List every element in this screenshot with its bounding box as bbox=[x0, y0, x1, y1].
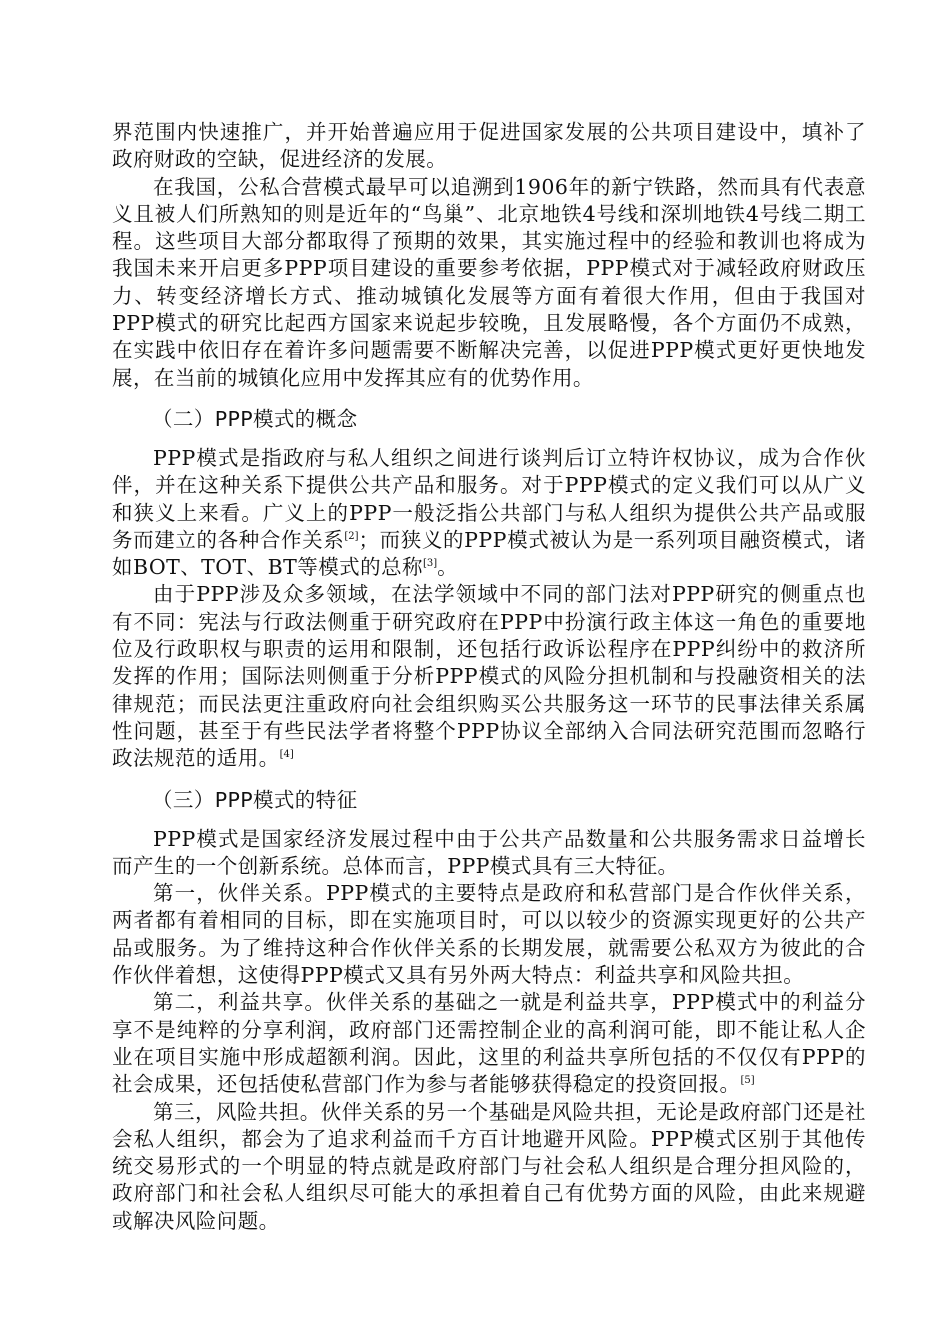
paragraph-features-intro: PPP模式是国家经济发展过程中由于公共产品数量和公共服务需求日益增长而产生的一个创新系统。总体而言，PPP模式具有三大特征。 bbox=[112, 826, 866, 878]
section-heading-concept: （二）PPP模式的概念 bbox=[152, 406, 358, 431]
text-segment: 由于PPP涉及众多领域，在法学领域中不同的部门法对PPP研究的侧重点也有不同：宪法与行政法侧重于研究政府在PPP中扮演行政主体这一角色的重要地位及行政职权与职责的运用和限制，还包括行政诉讼程序在PPP纠纷中的救济所发挥的作用；国际法则侧重于分析PPP模式的风险分担机制和与投融资相关的法律规范；而民法更注重政府向社会组织购买公共服务这一环节的民事法律关系属性问题，甚至于有些民法学者将整个PPP协议全部纳入合同法研究范围而忽略行政法规范的适用。 bbox=[112, 582, 866, 771]
section-heading-features: （三）PPP模式的特征 bbox=[152, 787, 358, 812]
paragraph-risk-sharing: 第三，风险共担。伙伴关系的另一个基础是风险共担，无论是政府部门还是社会私人组织，都会为了追求利益而千方百计地避开风险。PPP模式区别于其他传统交易形式的一个明显的特点就是政府部门与社会私人组织是合理分担风险的，政府部门和社会私人组织尽可能大的承担着自己有优势方面的风险，由此来规避或解决风险问题。 bbox=[112, 1099, 866, 1233]
text-segment: ；而狭义的PPP模式被认为是一系列项目融资模式，诸如BOT、TOT、BT等模式的总称 bbox=[112, 527, 866, 580]
text-segment: 。 bbox=[437, 555, 459, 580]
paragraph-concept-definition bbox=[112, 445, 866, 581]
citation-ref: [4] bbox=[279, 749, 294, 761]
continued-paragraph: 界范围内快速推广，并开始普遍应用于促进国家发展的公共项目建设中，填补了政府财政的空缺，促进经济的发展。 bbox=[112, 120, 866, 172]
citation-ref: [3] bbox=[422, 558, 438, 570]
citation-ref: [2] bbox=[344, 530, 359, 542]
paragraph-benefit-sharing bbox=[112, 989, 866, 1098]
citation-ref: [5] bbox=[740, 1075, 755, 1087]
text-segment: PPP模式是指政府与私人组织之间进行谈判后订立特许权协议，成为合作伙伴，并在这种关系下提供公共产品和服务。对于PPP模式的定义我们可以从广义和狭义上来看。广义上的PPP一般泛指公共部门与私人组织为提供公共产品或服务而建立的各种合作关系 bbox=[112, 445, 866, 552]
paragraph-legal-fields bbox=[112, 581, 866, 772]
paragraph-history-china: 在我国，公私合营模式最早可以追溯到1906年的新宁铁路，然而具有代表意义且被人们所熟知的则是近年的“鸟巢”、北京地铁4号线和深圳地铁4号线二期工程。这些项目大部分都取得了预期的效果，其实施过程中的经验和教训也将成为我国未来开启更多PPP项目建设的重要参考依据，PPP模式对于减轻政府财政压力、转变经济增长方式、推动城镇化发展等方面有着很大作用，但由于我国对PPP模式的研究比起西方国家来说起步较晚，且发展略慢，各个方面仍不成熟，在实践中依旧存在着许多问题需要不断解决完善，以促进PPP模式更好更快地发展，在当前的城镇化应用中发挥其应有的优势作用。 bbox=[112, 174, 866, 390]
text-segment: 第二，利益共享。伙伴关系的基础之一就是利益共享，PPP模式中的利益分享不是纯粹的分享利润，政府部门还需控制企业的高利润可能，即不能让私人企业在项目实施中形成超额利润。因此，这里的利益共享所包括的不仅仅有PPP的社会成果，还包括使私营部门作为参与者能够获得稳定的投资回报。 bbox=[112, 990, 866, 1097]
document-page bbox=[112, 119, 866, 1235]
paragraph-partnership: 第一，伙伴关系。PPP模式的主要特点是政府和私营部门是合作伙伴关系，两者都有着相同的目标，即在实施项目时，可以以较少的资源实现更好的公共产品或服务。为了维持这种合作伙伴关系的长期发展，就需要公私双方为彼此的合作伙伴着想，这使得PPP模式又具有另外两大特点：利益共享和风险共担。 bbox=[112, 881, 866, 988]
